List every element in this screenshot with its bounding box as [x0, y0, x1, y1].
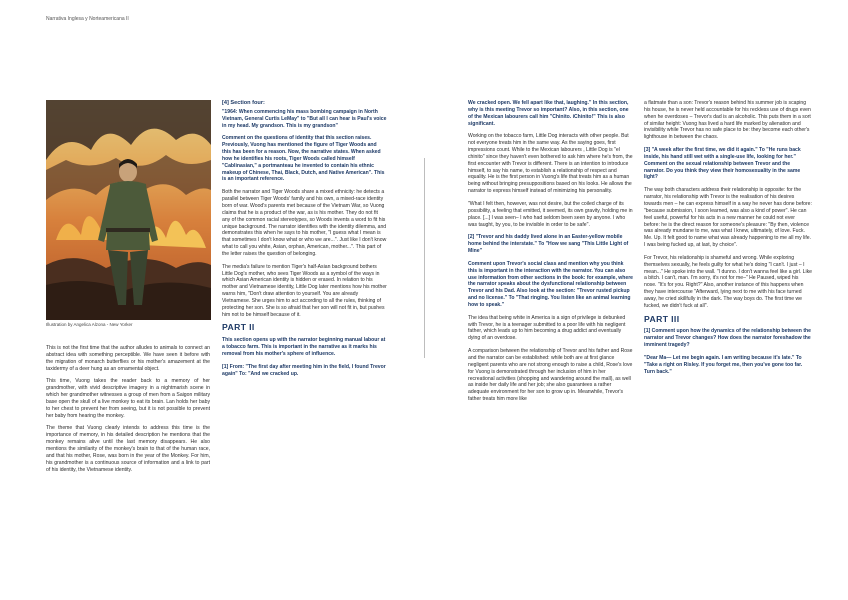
column-3 — [468, 100, 633, 409]
illustration-art — [46, 100, 211, 320]
running-header: Narrativa Inglesa y Norteamericana II — [46, 16, 129, 22]
illustration — [46, 100, 211, 320]
question-item: [1] From: "The first day after meeting him in the field, I found Trevor again" To: "And we cracked up. — [222, 363, 386, 377]
paragraph: This time, Vuong takes the reader back to a memory of her grandmother, with vivid descriptive imagery in a nightmarish scene in which her grandmother witnesses a group of men from a Saigon military base open the skull of a live monkey to eat its brain. Lan holds her baby to her chest to prevent her from seeing, but it is not possible to prevent her baby from hearing the monkey. — [46, 378, 210, 419]
paragraph: A comparison between the relationship of Trevor and his father and Rose and the narrator can be established: while both are at first glance negligent parents who are not strong enough to raise a child, Rose's love for Vuong is demonstrated through her inclusion of him in her recreational activities (shopping and wandering around the mall), as well as inside her daily life and her job; she also guarantees a rather adequate environment for her son to grow up in. Meanwhile, Trevor's father treats him more like — [468, 348, 633, 403]
page-gutter-divider — [424, 158, 425, 358]
question-item: "Dear Ma— Let me begin again. I am writing because it's late." To "Take a right on Risley. If you forget me, then you've gone too far. Turn back." — [644, 355, 803, 375]
quotation: "What I felt then, however, was not desire, but the coiled charge of its possibility, a feeling that emitted, it seemed, its own gravity, holding me in place. [...] I was seen– I who had seldom been seen by anyone. I who was taught, by you, to be invisible in order to be safe". — [468, 200, 633, 228]
question-item: [1] Comment upon how the dynamics of the relationship between the narrator and Trevor changes? How does the narrator foreshadow the imminent tragedy? — [644, 328, 811, 349]
question-item: [2] "Trevor and his daddy lived alone in an Easter-yellow mobile home behind the interstate." To "How we sang "This Little Light of Mine" — [468, 234, 629, 255]
paragraph: Working on the tobacco farm, Little Dog interacts with other people. But not everyone treats him in the same way. As the saying goes, first impressions count. While to the Mexican labourers , Little Dog is "el chinito" since they haven't even bothered to ask him where he's from, the first encounter with Trevor is different. There is an intention to introduce himself, to say his name, to establish a relationship of respect and equality. He is the first person in Vuong's life that treats him as a human being without bringing presuppositions based on his looks. He allows the narrator to express himself instead of minimizing his personality. — [468, 133, 633, 195]
part-intro: This section opens up with the narrator beginning manual labour at a tobacco farm. This is important in the narrative as it marks his removal from his mother's sphere of influence. — [222, 337, 386, 357]
paragraph: a flatmate than a son: Trevor's reason behind his summer job is scaping his house, he is never held accountable for his reckless use of drugs even when he overdoses – Trevor's dad is an alcoholic. This puts them in a sort of similar height: Vuong has lived a hard life marked by alienation and invisibility while Trevor has no safe place to be: they become each other's lighthouse in between the chaos. — [644, 100, 811, 141]
paragraph: This is not the first time that the author alludes to animals to connect an abstract idea with something perceptible. We have seen it before with the migration of monarch butterflies or his mother's amazement at the taxidermy of a deer hung as an ornamental object. — [46, 345, 210, 372]
column-4 — [644, 100, 812, 382]
illustration-caption: Illustration by Angelica Alzona - New Yorker — [46, 322, 133, 327]
question-item: [3] "A week after the first time, we did it again." To "He runs back inside, his hand still wet with a single-use life, looking for her." Comment on the sexual relationship between Trevor and the narrator. Do you think they view their homosexuality in the same light? — [644, 147, 801, 181]
column-1 — [46, 345, 210, 479]
paragraph: The media's failure to mention Tiger's half-Asian background bothers Little Dog's mother, who sees Tiger Woods as a symbol of the ways in which Asian American identity is hidden or erased. In relation to his mother and Vietnamese identity, Little Dog later mentions how his mother warns him, "Don't draw attention to yourself. You are already Vietnamese. She urges him to act according to all the rules, thinking of protecting her son. She is so afraid that her son will not fit in, but pushes him not to be himself because of it. — [222, 263, 387, 318]
question-item: We cracked open. We fell apart like that, laughing." In this section, why is this meeting Trevor so important? Also, in this section, one of the Mexican labourers call him "Chinito. iChinito!" This is also significant. — [468, 100, 629, 127]
section-title: [4] Section four: — [222, 100, 265, 106]
question-prompt: Comment on the questions of identity that this section raises. Previously, Vuong has mentioned the figure of Tiger Woods and this has been for a reason. Now, the narrative states. When asked how he identifies his roots, Tiger Woods called himself "Cablinasian," a portmanteau he invented to contain his ethnic makeup of Chinese, Thai, Black, Dutch, and Native American". This is an important reference. — [222, 135, 385, 183]
paragraph: Both the narrator and Tiger Woods share a mixed ethnicity: he detects a parallel between Tiger Woods' family and his own, a mixed-race identity born of war. Wood's parents met because of the Vietnam War, so Vuong claims that he is a product of the war, as is his mother. They do not fit any of the common racial stereotypes, so Woods invents a word to fit his unique background. The narrator identifies with the identity dilemma, and demonstrates this when he says to his mother, "I guess what I mean is that sometimes I don't know what or who we are...". Just like I don't know what to call you white, Asian, orphan, American, mother...". This part of the letter raises the question of belonging. — [222, 189, 387, 257]
paragraph: The way both characters address their relationship is opposite: for the narrator, his relationship with Trevor is the realisation of his desires towards men – he can express himself in a way he never has done before: "because submission, I soon learned, was also a kind of power". He can feel useful, powerful for his acts in a new manner he could not ever before: he is the direct reason for someone's pleasure: "By then, violence was already mundane to me, was what I knew, ultimately, of love. Fuck. Me. Up. It felt good to name what was already happening to me all my life. I was being fucked up, at last, by choice". — [644, 187, 812, 249]
part-heading: PART III — [644, 313, 680, 324]
paragraph: The idea that being white in America is a sign of privilege is debunked with Trevor, he is a teenager submitted to a poor life with his negligent father, which leads up to him becoming a drug addict and eventually dying of an overdose. — [468, 314, 626, 342]
paragraph: The theme that Vuong clearly intends to address this time is the importance of memory, in his detailed description he mentions that the monkey remains alive until the last memory disappears. He also mentions the similarity of the monkey's brain to that of the human race, and that his mother, Rose, was born in the year of the Monkey. For him, his grandmother is a continuous source of information and a link to part of his identity, the Vietnamese identity. — [46, 425, 210, 473]
question-quote: "1964: When commencing his mass bombing campaign in North Vietnam, General Curtis LeMay" to "But all I can hear is Paul's voice in my head. My grandson. This is my grandson" — [222, 108, 387, 129]
paragraph: For Trevor, his relationship is shameful and wrong. While exploring themselves sexually, he feels guilty for what he's doing "I can't. I just – I mean..." He spoke into the wall. "I dunno. I don't wanna feel like a girl. Like a bitch. I can't, man. I'm sorry, it's not for me–" He Paused, wiped his nose. "It's for you. Right?" Also, another instance of this happens when they have intercourse "Afterward, lying next to me with his face turned away, he cried skillfully in the dark. The way boys do. The first time we fucked, we didn't fuck at all". — [644, 254, 812, 309]
part-heading: PART II — [222, 322, 255, 333]
question-prompt: Comment upon Trevor's social class and mention why you think this is important in the interaction with the narrator. You can also use information from other sections in the book: for example, where the narrator speaks about the dysfunctional relationship between Trevor and his Dad. Also look at the section: "Trevor rusted pickup and no license." To "That ringing. You listen like an animal learning how to speak." — [468, 260, 634, 308]
column-2 — [222, 100, 387, 384]
